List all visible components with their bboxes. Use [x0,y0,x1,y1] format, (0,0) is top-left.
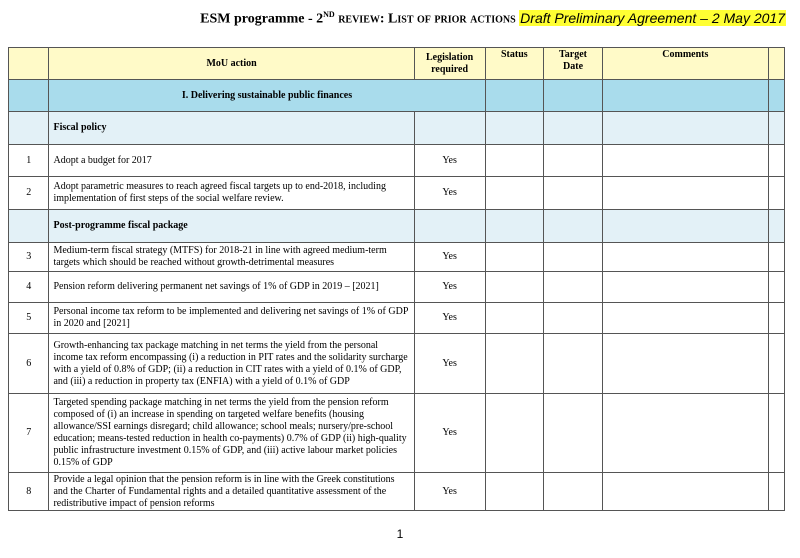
subsection-title: Fiscal policy [49,112,414,145]
row-status [485,145,544,177]
table-row [9,272,785,303]
row-legislation: Yes [414,272,485,303]
row-legislation: Yes [414,243,485,272]
row-comments [602,145,768,177]
row-comments [602,473,768,511]
header-cell-legislation: Legislation required [414,48,485,80]
header-title-prefix: ESM programme - 2 [200,11,324,27]
header-cell-comments: Comments [602,48,768,80]
row-number: 3 [9,243,49,272]
draft-highlight: Draft Preliminary Agreement – 2 May 2017 [520,9,785,26]
row-number: 1 [9,145,49,177]
header-cell-target-date: Target Date [544,48,603,80]
table-row [9,177,785,210]
prior-actions-table [8,47,785,511]
section-title: I. Delivering sustainable public finances [49,80,485,112]
section-row [9,80,785,112]
header-cell-number [9,48,49,80]
table-row [9,145,785,177]
subsection-row [9,112,785,145]
row-number: 7 [9,394,49,473]
header-cell-extra [768,48,784,80]
table-row [9,303,785,334]
row-comments [602,303,768,334]
subsection-title: Post-programme fiscal package [49,210,414,243]
header-superscript: ND [323,10,335,19]
row-number: 6 [9,334,49,394]
row-target-date [544,394,603,473]
table-row [9,394,785,473]
row-target-date [544,145,603,177]
row-number: 4 [9,272,49,303]
subsection-row [9,210,785,243]
row-comments [602,272,768,303]
table-row [9,243,785,272]
row-comments [602,243,768,272]
row-legislation: Yes [414,334,485,394]
row-target-date [544,243,603,272]
row-action: Adopt a budget for 2017 [49,145,414,177]
row-legislation: Yes [414,303,485,334]
row-comments [602,177,768,210]
header-cell-mou-action: MoU action [49,48,414,80]
header-title-suffix: review: List of prior actions [334,11,516,27]
row-action: Medium-term fiscal strategy (MTFS) for 2018-21 in line with agreed medium-term targets which should be reached without growth-detrimental measures [49,243,414,272]
page-number: 1 [396,527,404,541]
row-action: Pension reform delivering permanent net savings of 1% of GDP in 2019 – [2021] [49,272,414,303]
row-action: Personal income tax reform to be implemented and delivering net savings of 1% of GDP in 2020 and [2021] [49,303,414,334]
row-action: Adopt parametric measures to reach agreed fiscal targets up to end-2018, including implementation of first steps of the social welfare review. [49,177,414,210]
table-row [9,334,785,394]
row-comments [602,394,768,473]
document-header [200,6,786,29]
row-status [485,272,544,303]
row-target-date [544,334,603,394]
header-cell-status: Status [485,48,544,80]
row-action: Provide a legal opinion that the pension reform is in line with the Greek constitutions and the Charter of Fundamental rights and a detailed quantitative assessment of the redistributive impact of pension reforms [49,473,414,511]
row-status [485,473,544,511]
row-status [485,394,544,473]
row-legislation: Yes [414,473,485,511]
table-header-row [9,48,785,80]
row-status [485,334,544,394]
row-target-date [544,303,603,334]
row-status [485,243,544,272]
row-target-date [544,177,603,210]
row-status [485,303,544,334]
row-status [485,177,544,210]
row-action: Targeted spending package matching in net terms the yield from the pension reform composed of (i) an increase in spending on targeted welfare benefits (housing allowance/SSI earnings disregard; child allowance; school meals; nursery/pre-school education; means-tested reduction in health co-payments) 0.7% of GDP (ii) high-quality public infrastructure investment 0.15% of GDP, and (iii) active labour market policies 0.15% of GDP [49,394,414,473]
row-comments [602,334,768,394]
row-legislation: Yes [414,145,485,177]
row-target-date [544,272,603,303]
row-action: Growth-enhancing tax package matching in net terms the yield from the personal income tax reform encompassing (i) a reduction in PIT rates and the solidarity surcharge with a yield of 0.8% of GDP; (ii) a reduction in CIT rates with a yield of 0.1% of GDP, and (iii) a reduction in property tax (ENFIA) with a yield of 0.1% of GDP [49,334,414,394]
table-row [9,473,785,511]
row-target-date [544,473,603,511]
row-legislation: Yes [414,394,485,473]
row-number: 5 [9,303,49,334]
row-legislation: Yes [414,177,485,210]
row-number: 2 [9,177,49,210]
row-number: 8 [9,473,49,511]
